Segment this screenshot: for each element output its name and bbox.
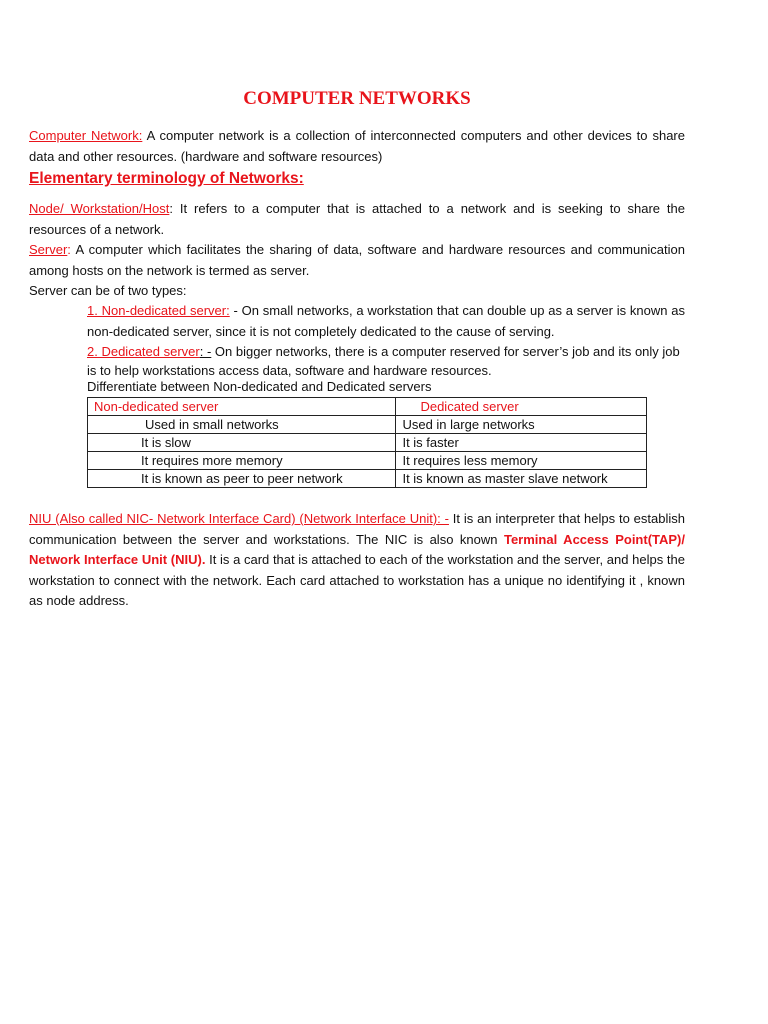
non-dedicated-definition: - On small networks, a workstation that can double up as a server is known as non-dedicated server, since it is not completely dedicated to the cause of serving. xyxy=(87,303,686,339)
table-cell-non-dedicated: Used in small networks xyxy=(88,416,396,434)
server-colon: : xyxy=(67,242,71,257)
node-term: Node/ Workstation/Host xyxy=(29,201,170,216)
table-cell-non-dedicated: It requires more memory xyxy=(88,452,396,470)
server-types-intro: Server can be of two types: xyxy=(29,283,187,298)
table-row xyxy=(88,434,647,452)
computer-network-paragraph xyxy=(29,126,685,167)
niu-text-2: It is a card that is attached to each of the workstation and the server, and helps the workstation to connect with the network. Each card attached to workstation has a unique no identifying it , known as node address. xyxy=(29,552,685,608)
computer-network-definition: A computer network is a collection of interconnected computers and other devices to share data and other resources. (hardware and software resources) xyxy=(29,128,685,164)
table-row xyxy=(88,470,647,488)
niu-highlight: Terminal Access Point(TAP)/ Network Interface Unit (NIU). xyxy=(29,531,686,567)
non-dedicated-term: 1. Non-dedicated server: xyxy=(87,303,230,318)
table-row xyxy=(88,416,647,434)
server-definition: A computer which facilitates the sharing of data, software and hardware resources and communication among hosts on the network is termed as server. xyxy=(29,242,685,278)
table-row xyxy=(88,452,647,470)
table-caption: Differentiate between Non-dedicated and Dedicated servers xyxy=(87,379,432,394)
server-term: Server xyxy=(29,242,68,257)
server-comparison-table xyxy=(87,397,647,488)
node-definition: It refers to a computer that is attached to a network and is seeking to share the resources of a network. xyxy=(29,201,685,237)
dedicated-mark: : - xyxy=(199,344,212,359)
computer-network-term: Computer Network: xyxy=(29,128,143,143)
table-cell-dedicated: It is faster xyxy=(396,434,647,452)
table-cell-non-dedicated: It is slow xyxy=(88,434,396,452)
dedicated-definition: On bigger networks, there is a computer reserved for server’s job and its only job is to help workstations access data, software and hardware resources. xyxy=(87,344,680,378)
dedicated-term: 2. Dedicated server xyxy=(87,344,200,359)
table-cell-dedicated: It is known as master slave network xyxy=(396,470,647,488)
table-cell-non-dedicated: It is known as peer to peer network xyxy=(88,470,396,488)
table-header-dedicated: Dedicated server xyxy=(396,398,647,416)
table-header-non-dedicated: Non-dedicated server xyxy=(88,398,396,416)
table-header-row xyxy=(88,398,647,416)
node-paragraph xyxy=(29,199,685,240)
table-cell-dedicated: It requires less memory xyxy=(396,452,647,470)
non-dedicated-paragraph xyxy=(87,301,685,342)
niu-term: NIU (Also called NIC- Network Interface Card) (Network Interface Unit): - xyxy=(29,511,449,526)
dedicated-paragraph xyxy=(87,342,685,380)
node-colon: : xyxy=(169,201,173,216)
server-paragraph xyxy=(29,240,685,281)
niu-text-1: It is an interpreter that helps to establish communication between the server and workstations. The NIC is also known xyxy=(29,511,685,547)
table-cell-dedicated: Used in large networks xyxy=(396,416,647,434)
elementary-terminology-heading: Elementary terminology of Networks: xyxy=(29,170,304,187)
page-title: COMPUTER NETWORKS xyxy=(243,88,471,109)
niu-paragraph xyxy=(29,509,685,612)
